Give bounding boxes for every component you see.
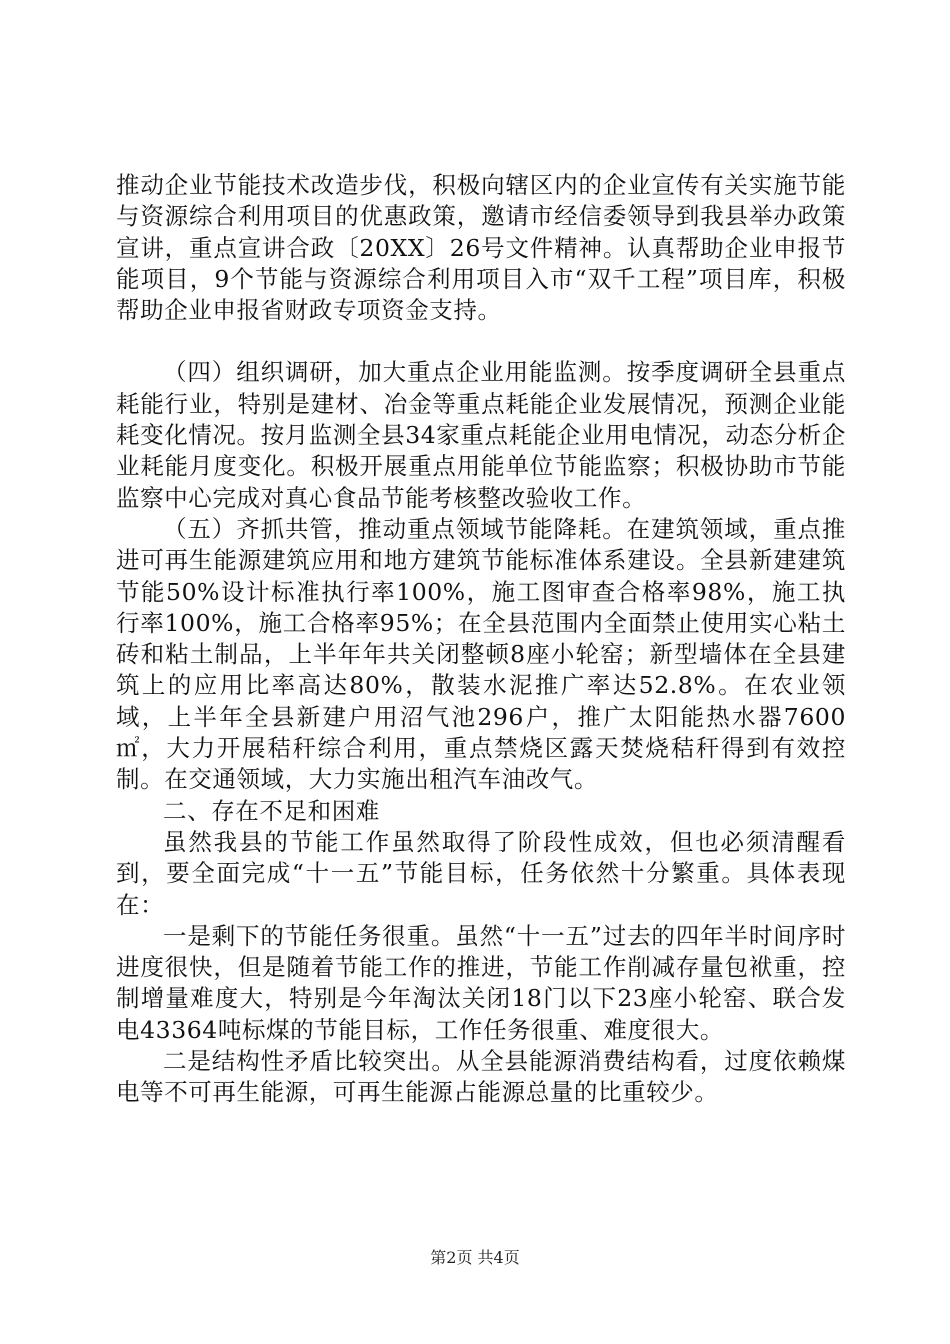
paragraph-section-five: （五）齐抓共管，推动重点领域节能降耗。在建筑领域，重点推进可再生能源建筑应用和地方建筑节能标准体系建设。全县新建建筑节能50%设计标准执行率100%，施工图审查合格率98%，施工执行率100%，施工合格率95%；在全县范围内全面禁止使用实心粘土砖和粘土制品，上半年年共关闭整顿8座小轮窑；新型墙体在全县建筑上的应用比率高达80%，散装水泥推广率达52.8%。在农业领域，上半年全县新建户用沼气池296户，推广太阳能热水器7600㎡，大力开展秸秆综合利用，重点禁烧区露天焚烧秸秆得到有效控制。在交通领域，大力实施出租汽车油改气。	[116, 514, 846, 794]
page-number-footer: 第2页 共4页	[430, 1248, 520, 1267]
paragraph-difficulties-intro: 虽然我县的节能工作虽然取得了阶段性成效，但也必须清醒看到，要全面完成“十一五”节能目标，任务依然十分繁重。具体表现在：	[116, 827, 846, 919]
paragraph-task-heavy: 一是剩下的节能任务很重。虽然“十一五”过去的四年半时间序时进度很快，但是随着节能工作的推进，节能工作削减存量包袱重，控制增量难度大，特别是今年淘汰关闭18门以下23座小轮窑、联合发电43364吨标煤的节能目标，工作任务很重、难度很大。	[116, 921, 846, 1044]
paragraph-gap	[116, 326, 846, 357]
section-heading-difficulties: 二、存在不足和困难	[163, 796, 380, 825]
paragraph-section-four: （四）组织调研，加大重点企业用能监测。按季度调研全县重点耗能行业，特别是建材、冶金等重点耗能企业发展情况，预测企业能耗变化情况。按月监测全县34家重点耗能企业用电情况，动态分析企业耗能月度变化。积极开展重点用能单位节能监察；积极协助市节能监察中心完成对真心食品节能考核整改验收工作。	[116, 358, 847, 512]
paragraph-policy-promotion: 推动企业节能技术改造步伐，积极向辖区内的企业宣传有关实施节能与资源综合利用项目的优惠政策，邀请市经信委领导到我县举办政策宣讲，重点宣讲合政〔20XX〕26号文件精神。认真帮助企业申报节能项目，9个节能与资源综合利用项目入市“双千工程”项目库，积极帮助企业申报省财政专项资金支持。	[116, 171, 846, 325]
paragraph-structural-contradiction: 二是结构性矛盾比较突出。从全县能源消费结构看，过度依赖煤电等不可再生能源，可再生能源占能源总量的比重较少。	[116, 1047, 846, 1107]
document-body	[116, 170, 846, 1109]
